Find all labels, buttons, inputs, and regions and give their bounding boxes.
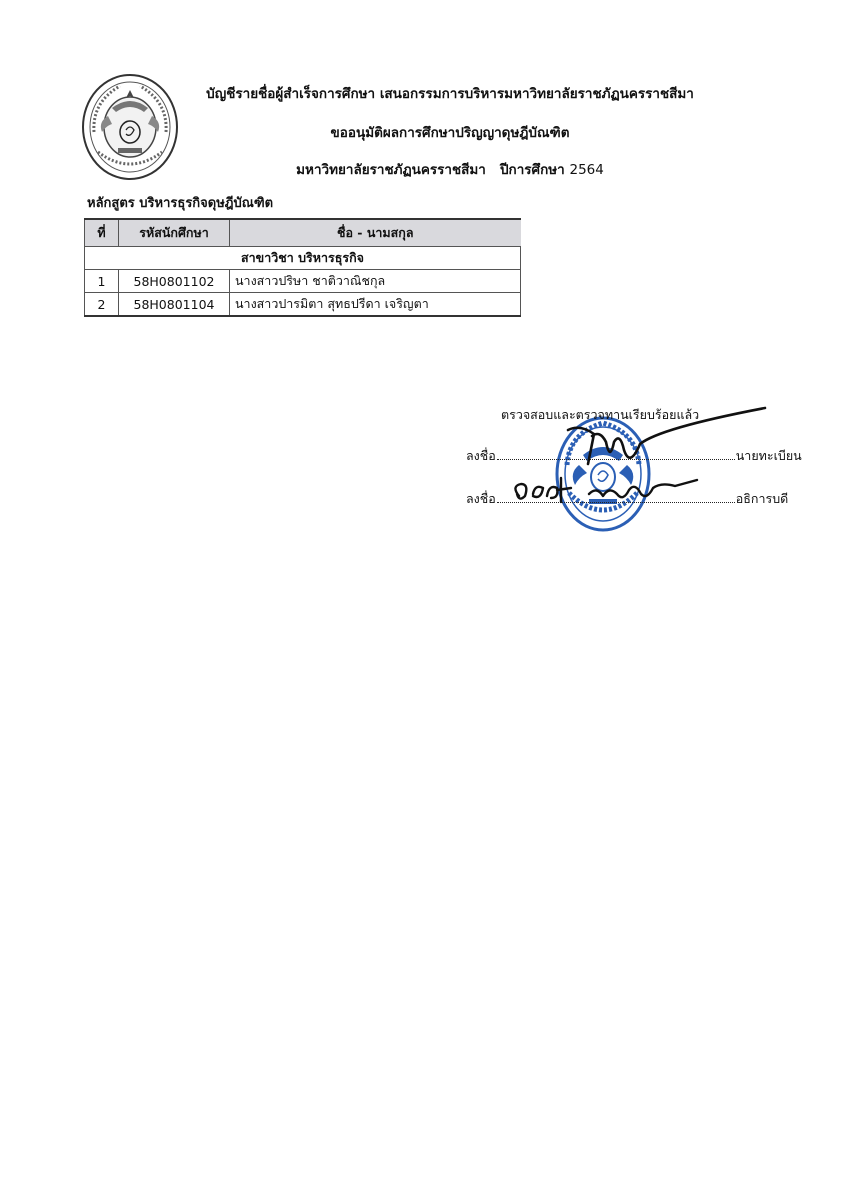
signature-dotted-line — [497, 449, 735, 460]
row-student-id: 58H0801104 — [119, 293, 230, 317]
row-name: นางสาวปริษา ชาติวาณิชกุล — [230, 270, 521, 293]
row-no: 2 — [85, 293, 119, 317]
row-name: นางสาวปารมิตา สุทธปรีดา เจริญตา — [230, 293, 521, 317]
sign-label: ลงชื่อ — [466, 491, 496, 506]
program-name: หลักสูตร บริหารธุรกิจดุษฎีบัณฑิต — [87, 196, 274, 211]
academic-year: 2564 — [569, 162, 604, 178]
document-subtitle: ขออนุมัติผลการศึกษาปริญญาดุษฎีบัณฑิต — [330, 125, 570, 141]
row-student-id: 58H0801102 — [119, 270, 230, 293]
university-name: มหาวิทยาลัยราชภัฏนครราชสีมา — [296, 162, 486, 178]
table-row — [85, 270, 521, 293]
major-row — [85, 247, 521, 270]
registrar-signature-line — [466, 446, 802, 466]
president-signature-line — [466, 489, 788, 509]
official-stamp-icon — [553, 415, 653, 533]
col-header-name: ชื่อ - นามสกุล — [230, 219, 521, 247]
registrar-role: นายทะเบียน — [735, 448, 802, 463]
row-no: 1 — [85, 270, 119, 293]
university-year-line — [180, 158, 720, 180]
col-header-student-id: รหัสนักศึกษา — [119, 219, 230, 247]
col-header-no: ที่ — [85, 219, 119, 247]
verification-note: ตรวจสอบและตรวจทานเรียบร้อยแล้ว — [501, 407, 700, 422]
president-role: อธิการบดี — [735, 491, 789, 506]
sign-label: ลงชื่อ — [466, 448, 496, 463]
academic-year-label: ปีการศึกษา — [499, 162, 565, 178]
signature-dotted-line — [497, 492, 735, 503]
university-emblem-icon — [80, 72, 180, 182]
table-row — [85, 293, 521, 317]
major-name: สาขาวิชา บริหารธุรกิจ — [85, 247, 521, 270]
document-title: บัญชีรายชื่อผู้สำเร็จการศึกษา เสนอกรรมการบริหารมหาวิทยาลัยราชภัฏนครราชสีมา — [206, 86, 694, 102]
graduates-table — [84, 218, 521, 317]
table-header-row — [85, 219, 521, 247]
